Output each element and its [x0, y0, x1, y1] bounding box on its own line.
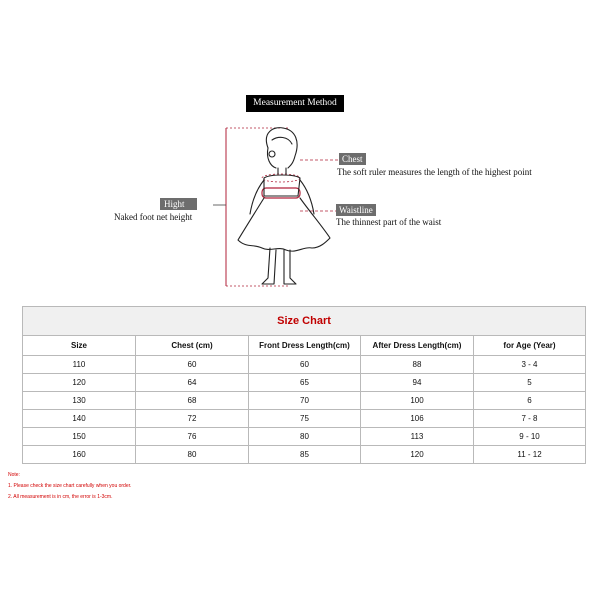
table-row [23, 374, 586, 392]
size-chart-table [22, 306, 586, 464]
size-chart-title: Size Chart [23, 307, 586, 336]
cell-age: 9 - 10 [474, 428, 586, 446]
cell-chest: 80 [136, 446, 249, 464]
cell-size: 150 [23, 428, 136, 446]
cell-size: 110 [23, 356, 136, 374]
cell-chest: 68 [136, 392, 249, 410]
height-tag: Hight [160, 198, 197, 210]
waistline-description: The thinnest part of the waist [336, 217, 442, 227]
cell-after-length: 113 [361, 428, 474, 446]
height-description: Naked foot net height [114, 212, 193, 222]
cell-size: 160 [23, 446, 136, 464]
table-row [23, 392, 586, 410]
cell-after-length: 100 [361, 392, 474, 410]
cell-age: 7 - 8 [474, 410, 586, 428]
header-chest: Chest (cm) [136, 336, 249, 356]
cell-size: 140 [23, 410, 136, 428]
measurement-method-title: Measurement Method [246, 95, 344, 112]
cell-chest: 60 [136, 356, 249, 374]
cell-after-length: 120 [361, 446, 474, 464]
cell-age: 11 - 12 [474, 446, 586, 464]
chest-description: The soft ruler measures the length of the highest point [337, 167, 532, 177]
cell-front-length: 80 [249, 428, 361, 446]
notes-heading: Note: [8, 472, 20, 478]
cell-front-length: 75 [249, 410, 361, 428]
table-row [23, 410, 586, 428]
cell-after-length: 94 [361, 374, 474, 392]
table-row [23, 446, 586, 464]
cell-chest: 64 [136, 374, 249, 392]
cell-chest: 72 [136, 410, 249, 428]
header-size: Size [23, 336, 136, 356]
table-row [23, 428, 586, 446]
cell-age: 6 [474, 392, 586, 410]
cell-front-length: 60 [249, 356, 361, 374]
cell-size: 120 [23, 374, 136, 392]
cell-front-length: 70 [249, 392, 361, 410]
waistline-tag: Waistline [336, 204, 376, 216]
table-header-row [23, 336, 586, 356]
cell-front-length: 65 [249, 374, 361, 392]
cell-age: 5 [474, 374, 586, 392]
note-line-1: 1. Please check the size chart carefully when you order. [8, 483, 132, 489]
cell-age: 3 - 4 [474, 356, 586, 374]
cell-chest: 76 [136, 428, 249, 446]
header-age: for Age (Year) [474, 336, 586, 356]
girl-outline [238, 128, 330, 284]
cell-after-length: 88 [361, 356, 474, 374]
cell-size: 130 [23, 392, 136, 410]
cell-front-length: 85 [249, 446, 361, 464]
note-line-2: 2. All measurement is in cm, the error is 1-3cm. [8, 494, 113, 500]
chest-tag: Chest [339, 153, 366, 165]
cell-after-length: 106 [361, 410, 474, 428]
header-after-length: After Dress Length(cm) [361, 336, 474, 356]
table-row [23, 356, 586, 374]
notes-section [8, 470, 131, 503]
header-front-length: Front Dress Length(cm) [249, 336, 361, 356]
